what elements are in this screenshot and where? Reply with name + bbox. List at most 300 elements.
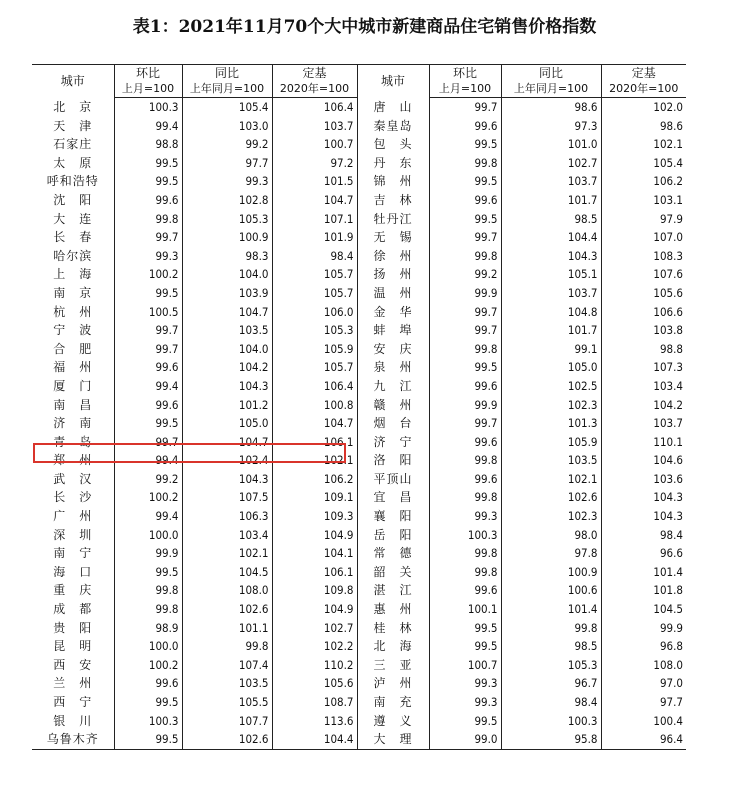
table-row <box>32 135 686 154</box>
city-header: 城市 <box>60 74 85 89</box>
table-row <box>32 265 686 284</box>
yoy-header: 同比 <box>182 65 272 82</box>
table-row <box>32 712 686 731</box>
right-base-cell: 99.9 <box>601 619 686 638</box>
right-yoy-cell: 102.6 <box>501 488 601 507</box>
left-mom-cell: 100.3 <box>114 98 182 117</box>
right-city-cell: 襄 阳 <box>357 507 429 526</box>
left-base-cell: 106.0 <box>272 303 357 322</box>
left-base-cell: 109.3 <box>272 507 357 526</box>
left-base-cell: 104.7 <box>272 191 357 210</box>
right-yoy-cell: 105.9 <box>501 433 601 452</box>
right-base-cell: 100.4 <box>601 712 686 731</box>
price-index-table <box>32 64 686 750</box>
right-yoy-cell: 105.1 <box>501 265 601 284</box>
left-yoy-cell: 99.3 <box>182 172 272 191</box>
table-row <box>32 117 686 136</box>
table-row <box>32 247 686 266</box>
right-base-cell: 96.6 <box>601 544 686 563</box>
right-yoy-cell: 103.5 <box>501 451 601 470</box>
left-yoy-cell: 102.6 <box>182 600 272 619</box>
right-yoy-cell: 101.4 <box>501 600 601 619</box>
left-mom-cell: 99.8 <box>114 581 182 600</box>
left-mom-cell: 99.8 <box>114 210 182 229</box>
left-base-cell: 104.9 <box>272 600 357 619</box>
left-base-cell: 105.7 <box>272 358 357 377</box>
left-mom-cell: 99.6 <box>114 396 182 415</box>
left-base-cell: 101.5 <box>272 172 357 191</box>
left-yoy-cell: 104.0 <box>182 340 272 359</box>
right-base-cell: 98.8 <box>601 340 686 359</box>
right-yoy-cell: 105.3 <box>501 656 601 675</box>
right-yoy-cell: 102.3 <box>501 507 601 526</box>
right-mom-cell: 99.6 <box>429 377 501 396</box>
left-city-cell: 长 春 <box>53 230 93 245</box>
left-base-cell: 102.2 <box>272 637 357 656</box>
right-yoy-cell: 97.8 <box>501 544 601 563</box>
right-yoy-cell: 104.3 <box>501 247 601 266</box>
right-base-cell: 103.1 <box>601 191 686 210</box>
left-city-cell: 南 昌 <box>53 397 93 412</box>
left-yoy-cell: 99.2 <box>182 135 272 154</box>
left-city-cell: 大 连 <box>53 211 93 226</box>
table-row <box>32 544 686 563</box>
left-yoy-cell: 104.5 <box>182 563 272 582</box>
right-base-cell: 101.4 <box>601 563 686 582</box>
left-mom-cell: 99.8 <box>114 600 182 619</box>
right-city-cell: 北 海 <box>357 637 429 656</box>
right-yoy-cell: 102.3 <box>501 396 601 415</box>
right-mom-cell: 99.7 <box>429 98 501 117</box>
left-city-cell: 昆 明 <box>53 639 93 654</box>
right-mom-cell: 99.5 <box>429 712 501 731</box>
left-base-cell: 103.7 <box>272 117 357 136</box>
right-city-cell: 泉 州 <box>357 358 429 377</box>
left-mom-cell: 99.3 <box>114 247 182 266</box>
right-mom-cell: 99.6 <box>429 433 501 452</box>
base-header: 定基 <box>272 65 357 82</box>
right-city-cell: 岳 阳 <box>357 526 429 545</box>
left-city-cell: 宁 波 <box>53 323 93 338</box>
left-yoy-cell: 104.0 <box>182 265 272 284</box>
right-base-cell: 103.6 <box>601 470 686 489</box>
table-row <box>32 172 686 191</box>
right-yoy-cell: 105.0 <box>501 358 601 377</box>
left-base-cell: 113.6 <box>272 712 357 731</box>
right-city-cell: 济 宁 <box>357 433 429 452</box>
left-mom-cell: 99.4 <box>114 377 182 396</box>
left-yoy-cell: 104.2 <box>182 358 272 377</box>
mom-header-right: 环比 <box>429 65 501 82</box>
left-base-cell: 104.4 <box>272 730 357 749</box>
right-city-cell: 泸 州 <box>357 674 429 693</box>
left-city-cell: 石家庄 <box>53 137 93 152</box>
right-base-cell: 107.6 <box>601 265 686 284</box>
left-mom-cell: 99.5 <box>114 154 182 173</box>
right-city-cell: 常 德 <box>357 544 429 563</box>
left-yoy-cell: 103.4 <box>182 526 272 545</box>
page-title: 表1：2021年11月70个大中城市新建商品住宅销售价格指数 <box>132 17 597 37</box>
left-city-cell: 兰 州 <box>53 676 93 691</box>
right-base-cell: 104.6 <box>601 451 686 470</box>
left-base-cell: 100.7 <box>272 135 357 154</box>
left-yoy-cell: 101.1 <box>182 619 272 638</box>
left-yoy-cell: 104.3 <box>182 377 272 396</box>
right-mom-cell: 99.3 <box>429 674 501 693</box>
right-city-cell: 惠 州 <box>357 600 429 619</box>
left-city-cell: 成 都 <box>53 602 93 617</box>
right-base-cell: 103.8 <box>601 321 686 340</box>
right-base-cell: 98.6 <box>601 117 686 136</box>
mom-subheader: 上月=100 <box>114 81 182 98</box>
table-row <box>32 730 686 749</box>
right-city-cell: 南 充 <box>357 693 429 712</box>
right-mom-cell: 99.8 <box>429 154 501 173</box>
table-row <box>32 637 686 656</box>
left-city-cell: 南 京 <box>53 285 93 300</box>
left-mom-cell: 99.5 <box>114 284 182 303</box>
right-city-cell: 湛 江 <box>357 581 429 600</box>
right-mom-cell: 99.8 <box>429 340 501 359</box>
right-yoy-cell: 100.9 <box>501 563 601 582</box>
left-yoy-cell: 102.6 <box>182 730 272 749</box>
left-yoy-cell: 104.7 <box>182 303 272 322</box>
right-city-cell: 扬 州 <box>357 265 429 284</box>
right-yoy-cell: 103.7 <box>501 284 601 303</box>
left-mom-cell: 99.4 <box>114 117 182 136</box>
right-mom-cell: 99.8 <box>429 488 501 507</box>
left-base-cell: 105.9 <box>272 340 357 359</box>
left-base-cell: 106.1 <box>272 433 357 452</box>
right-mom-cell: 99.8 <box>429 563 501 582</box>
table-row <box>32 303 686 322</box>
right-base-cell: 106.2 <box>601 172 686 191</box>
left-yoy-cell: 97.7 <box>182 154 272 173</box>
table-row <box>32 451 686 470</box>
left-base-cell: 109.8 <box>272 581 357 600</box>
base-header-right: 定基 <box>601 65 686 82</box>
left-yoy-cell: 103.0 <box>182 117 272 136</box>
right-yoy-cell: 99.8 <box>501 619 601 638</box>
right-mom-cell: 100.1 <box>429 600 501 619</box>
right-mom-cell: 99.7 <box>429 414 501 433</box>
left-mom-cell: 99.7 <box>114 228 182 247</box>
right-yoy-cell: 96.7 <box>501 674 601 693</box>
left-city-cell: 上 海 <box>53 267 93 282</box>
right-base-cell: 98.4 <box>601 526 686 545</box>
right-yoy-cell: 102.1 <box>501 470 601 489</box>
right-mom-cell: 99.2 <box>429 265 501 284</box>
left-mom-cell: 99.7 <box>114 321 182 340</box>
right-yoy-cell: 100.3 <box>501 712 601 731</box>
right-city-cell: 金 华 <box>357 303 429 322</box>
right-city-cell: 遵 义 <box>357 712 429 731</box>
right-yoy-cell: 104.8 <box>501 303 601 322</box>
left-base-cell: 100.8 <box>272 396 357 415</box>
left-yoy-cell: 104.3 <box>182 470 272 489</box>
left-city-cell: 郑 州 <box>53 453 93 468</box>
right-base-cell: 97.7 <box>601 693 686 712</box>
table-row <box>32 526 686 545</box>
right-city-cell: 烟 台 <box>357 414 429 433</box>
left-yoy-cell: 99.8 <box>182 637 272 656</box>
right-city-cell: 牡丹江 <box>357 210 429 229</box>
right-base-cell: 110.1 <box>601 433 686 452</box>
left-city-cell: 深 圳 <box>53 527 93 542</box>
left-mom-cell: 100.5 <box>114 303 182 322</box>
right-city-cell: 蚌 埠 <box>357 321 429 340</box>
left-city-cell: 福 州 <box>53 360 93 375</box>
left-city-cell: 厦 门 <box>53 378 93 393</box>
table-row <box>32 396 686 415</box>
right-base-cell: 96.8 <box>601 637 686 656</box>
right-city-cell: 大 理 <box>357 730 429 749</box>
left-yoy-cell: 105.3 <box>182 210 272 229</box>
right-base-cell: 104.3 <box>601 488 686 507</box>
right-yoy-cell: 98.0 <box>501 526 601 545</box>
right-base-cell: 101.8 <box>601 581 686 600</box>
left-yoy-cell: 102.1 <box>182 544 272 563</box>
right-yoy-cell: 101.3 <box>501 414 601 433</box>
left-base-cell: 101.9 <box>272 228 357 247</box>
right-base-cell: 105.4 <box>601 154 686 173</box>
left-base-cell: 105.7 <box>272 284 357 303</box>
left-mom-cell: 99.5 <box>114 730 182 749</box>
right-base-cell: 96.4 <box>601 730 686 749</box>
right-city-cell: 洛 阳 <box>357 451 429 470</box>
left-base-cell: 106.1 <box>272 563 357 582</box>
left-mom-cell: 99.9 <box>114 544 182 563</box>
left-base-cell: 98.4 <box>272 247 357 266</box>
right-yoy-cell: 97.3 <box>501 117 601 136</box>
left-city-cell: 太 原 <box>53 155 93 170</box>
right-mom-cell: 99.5 <box>429 210 501 229</box>
table-row <box>32 674 686 693</box>
right-yoy-cell: 98.4 <box>501 693 601 712</box>
left-base-cell: 105.3 <box>272 321 357 340</box>
right-city-cell: 包 头 <box>357 135 429 154</box>
left-city-cell: 青 岛 <box>53 434 93 449</box>
left-yoy-cell: 104.7 <box>182 433 272 452</box>
left-yoy-cell: 103.9 <box>182 284 272 303</box>
left-city-cell: 济 南 <box>53 416 93 431</box>
left-city-cell: 长 沙 <box>53 490 93 505</box>
left-mom-cell: 100.2 <box>114 265 182 284</box>
left-base-cell: 106.2 <box>272 470 357 489</box>
right-yoy-cell: 98.5 <box>501 637 601 656</box>
right-mom-cell: 99.8 <box>429 451 501 470</box>
table-row <box>32 581 686 600</box>
left-city-cell: 贵 阳 <box>53 620 93 635</box>
left-mom-cell: 99.6 <box>114 674 182 693</box>
right-base-cell: 104.2 <box>601 396 686 415</box>
left-mom-cell: 99.4 <box>114 507 182 526</box>
base-subheader: 2020年=100 <box>272 81 357 98</box>
right-city-cell: 韶 关 <box>357 563 429 582</box>
right-base-cell: 107.3 <box>601 358 686 377</box>
left-base-cell: 102.1 <box>272 451 357 470</box>
right-yoy-cell: 95.8 <box>501 730 601 749</box>
table-row <box>32 693 686 712</box>
left-mom-cell: 99.5 <box>114 693 182 712</box>
right-mom-cell: 100.7 <box>429 656 501 675</box>
left-city-cell: 合 肥 <box>53 341 93 356</box>
right-mom-cell: 99.5 <box>429 619 501 638</box>
right-city-cell: 安 庆 <box>357 340 429 359</box>
header-row <box>32 65 686 82</box>
right-mom-cell: 99.9 <box>429 396 501 415</box>
table-row <box>32 488 686 507</box>
right-yoy-cell: 99.1 <box>501 340 601 359</box>
right-base-cell: 97.9 <box>601 210 686 229</box>
right-mom-cell: 99.3 <box>429 693 501 712</box>
left-city-cell: 西 宁 <box>53 695 93 709</box>
table-row <box>32 377 686 396</box>
left-city-cell: 南 宁 <box>53 546 93 561</box>
left-yoy-cell: 103.5 <box>182 321 272 340</box>
left-mom-cell: 99.6 <box>114 358 182 377</box>
right-mom-cell: 100.3 <box>429 526 501 545</box>
left-city-cell: 呼和浩特 <box>46 174 99 189</box>
right-city-cell: 赣 州 <box>357 396 429 415</box>
right-base-cell: 106.6 <box>601 303 686 322</box>
left-mom-cell: 99.2 <box>114 470 182 489</box>
right-yoy-cell: 103.7 <box>501 172 601 191</box>
right-city-cell: 丹 东 <box>357 154 429 173</box>
yoy-header-right: 同比 <box>501 65 601 82</box>
left-mom-cell: 99.5 <box>114 414 182 433</box>
right-city-cell: 桂 林 <box>357 619 429 638</box>
left-base-cell: 105.7 <box>272 265 357 284</box>
left-city-cell: 沈 阳 <box>53 192 93 207</box>
table-row <box>32 600 686 619</box>
left-mom-cell: 100.0 <box>114 526 182 545</box>
table-row <box>32 358 686 377</box>
right-yoy-cell: 101.7 <box>501 191 601 210</box>
right-city-cell: 吉 林 <box>357 191 429 210</box>
table-row <box>32 340 686 359</box>
left-base-cell: 105.6 <box>272 674 357 693</box>
left-base-cell: 108.7 <box>272 693 357 712</box>
left-yoy-cell: 101.2 <box>182 396 272 415</box>
right-base-cell: 105.6 <box>601 284 686 303</box>
right-base-cell: 103.7 <box>601 414 686 433</box>
left-city-cell: 北 京 <box>53 99 93 114</box>
left-yoy-cell: 108.0 <box>182 581 272 600</box>
left-yoy-cell: 102.4 <box>182 451 272 470</box>
yoy-subheader-right: 上年同月=100 <box>501 81 601 98</box>
table-row <box>32 470 686 489</box>
right-mom-cell: 99.5 <box>429 358 501 377</box>
right-yoy-cell: 101.7 <box>501 321 601 340</box>
table-row <box>32 284 686 303</box>
right-city-cell: 无 锡 <box>357 228 429 247</box>
right-mom-cell: 99.7 <box>429 303 501 322</box>
left-yoy-cell: 107.5 <box>182 488 272 507</box>
right-base-cell: 104.5 <box>601 600 686 619</box>
right-base-cell: 97.0 <box>601 674 686 693</box>
left-mom-cell: 99.4 <box>114 451 182 470</box>
left-base-cell: 106.4 <box>272 98 357 117</box>
left-base-cell: 110.2 <box>272 656 357 675</box>
right-base-cell: 102.1 <box>601 135 686 154</box>
right-city-cell: 唐 山 <box>357 98 429 117</box>
left-base-cell: 107.1 <box>272 210 357 229</box>
right-mom-cell: 99.5 <box>429 172 501 191</box>
right-base-cell: 107.0 <box>601 228 686 247</box>
left-city-cell: 天 津 <box>53 118 93 133</box>
right-mom-cell: 99.6 <box>429 581 501 600</box>
left-yoy-cell: 98.3 <box>182 247 272 266</box>
table-row <box>32 210 686 229</box>
left-yoy-cell: 103.5 <box>182 674 272 693</box>
left-mom-cell: 100.0 <box>114 637 182 656</box>
table-row <box>32 98 686 117</box>
right-mom-cell: 99.3 <box>429 507 501 526</box>
right-base-cell: 104.3 <box>601 507 686 526</box>
base-subheader-right: 2020年=100 <box>601 81 686 98</box>
left-mom-cell: 99.7 <box>114 340 182 359</box>
right-mom-cell: 99.5 <box>429 637 501 656</box>
left-base-cell: 102.7 <box>272 619 357 638</box>
right-mom-cell: 99.8 <box>429 247 501 266</box>
right-city-cell: 徐 州 <box>357 247 429 266</box>
table-row <box>32 321 686 340</box>
table-row <box>32 414 686 433</box>
table-row <box>32 433 686 452</box>
left-mom-cell: 99.6 <box>114 191 182 210</box>
mom-header: 环比 <box>114 65 182 82</box>
left-city-cell: 银 川 <box>53 713 93 728</box>
right-yoy-cell: 98.6 <box>501 98 601 117</box>
table-row <box>32 619 686 638</box>
table-row <box>32 507 686 526</box>
left-city-cell: 西 安 <box>53 657 93 672</box>
table-body <box>32 98 686 750</box>
left-mom-cell: 98.8 <box>114 135 182 154</box>
right-base-cell: 103.4 <box>601 377 686 396</box>
right-base-cell: 108.3 <box>601 247 686 266</box>
right-yoy-cell: 102.7 <box>501 154 601 173</box>
right-yoy-cell: 101.0 <box>501 135 601 154</box>
left-mom-cell: 99.5 <box>114 563 182 582</box>
left-city-cell: 乌鲁木齐 <box>46 732 99 747</box>
left-city-cell: 重 庆 <box>53 583 93 598</box>
right-yoy-cell: 98.5 <box>501 210 601 229</box>
left-city-cell: 哈尔滨 <box>53 248 93 263</box>
right-base-cell: 108.0 <box>601 656 686 675</box>
left-mom-cell: 99.5 <box>114 172 182 191</box>
table-row <box>32 656 686 675</box>
right-yoy-cell: 100.6 <box>501 581 601 600</box>
left-mom-cell: 100.2 <box>114 656 182 675</box>
left-base-cell: 109.1 <box>272 488 357 507</box>
left-mom-cell: 98.9 <box>114 619 182 638</box>
left-city-cell: 广 州 <box>53 509 93 524</box>
left-yoy-cell: 107.4 <box>182 656 272 675</box>
city-header-right: 城市 <box>357 65 429 98</box>
right-mom-cell: 99.6 <box>429 191 501 210</box>
left-yoy-cell: 102.8 <box>182 191 272 210</box>
right-mom-cell: 99.6 <box>429 117 501 136</box>
left-base-cell: 106.4 <box>272 377 357 396</box>
right-mom-cell: 99.9 <box>429 284 501 303</box>
left-yoy-cell: 105.4 <box>182 98 272 117</box>
table-row <box>32 563 686 582</box>
right-city-cell: 温 州 <box>357 284 429 303</box>
right-mom-cell: 99.7 <box>429 321 501 340</box>
right-city-cell: 三 亚 <box>357 656 429 675</box>
